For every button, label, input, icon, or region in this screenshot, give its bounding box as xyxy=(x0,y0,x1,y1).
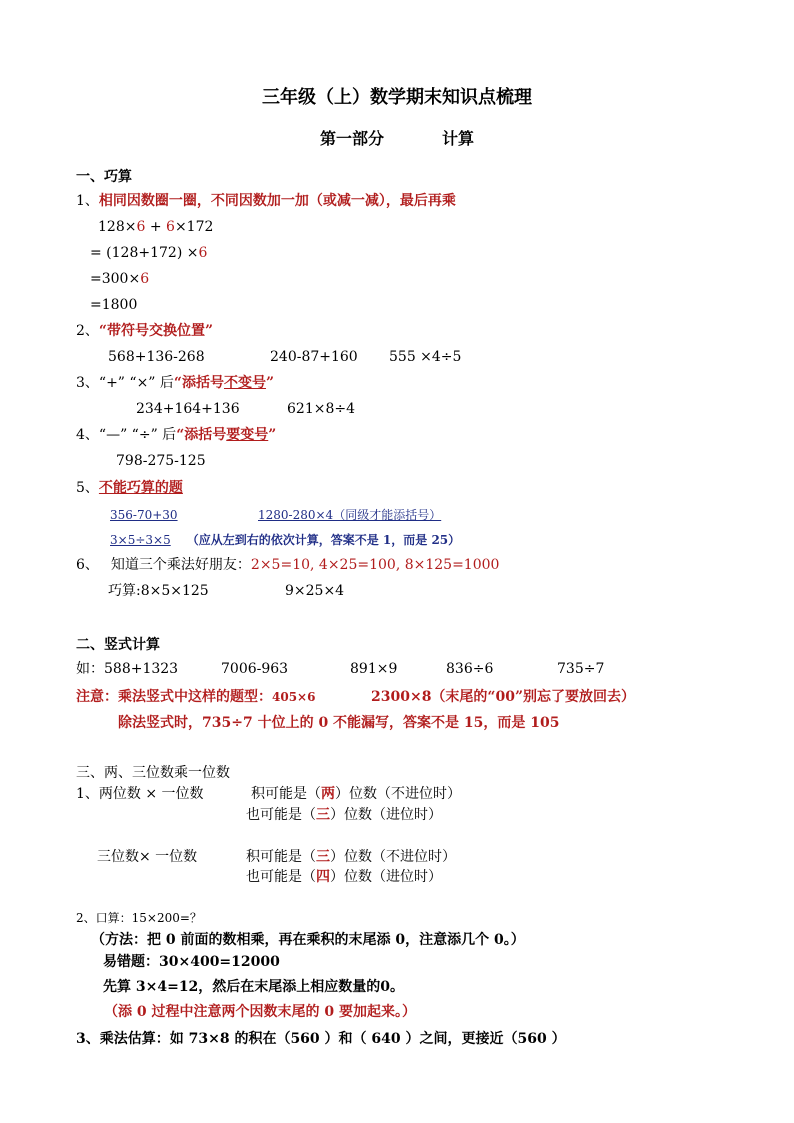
rule-part: ）位数（进位时） xyxy=(330,807,442,823)
example-line: =1800 xyxy=(90,297,138,313)
rule-part: 也可能是（ xyxy=(246,869,316,885)
rule-answer: 三 xyxy=(316,807,330,823)
expr-part: 128× xyxy=(98,219,137,235)
exercise: 234+164+136 xyxy=(136,401,240,417)
rule-answer: 两 xyxy=(321,786,335,802)
exercise: 巧算:8×5×125 xyxy=(108,583,209,599)
item-5-text: 不能巧算的题 xyxy=(98,480,183,496)
expr-highlight: 6 xyxy=(166,219,175,235)
exercise: 240-87+160 xyxy=(270,349,358,365)
example-line xyxy=(98,218,213,236)
item-2-number: 2、 xyxy=(76,323,99,339)
rule-label: 1、两位数 × 一位数 xyxy=(76,786,204,802)
note-text: 注意：乘法竖式中这样的题型： xyxy=(76,689,272,705)
exercise: 621×8÷4 xyxy=(287,401,355,417)
item-4-end: ” xyxy=(268,427,277,443)
part-name: 第一部分 xyxy=(319,129,384,148)
expr-highlight: 6 xyxy=(136,219,146,235)
exercise: 555 ×4÷5 xyxy=(389,349,462,365)
item-5-number: 5、 xyxy=(76,480,99,496)
item-6-number: 6、 xyxy=(76,557,99,573)
example-line xyxy=(90,244,207,262)
rule-answer: 四 xyxy=(316,869,330,885)
page-title: 三年级（上）数学期末知识点梳理 xyxy=(262,87,532,108)
oral-calc xyxy=(76,909,202,927)
item-2-text: “带符号交换位置” xyxy=(98,323,214,339)
item-4 xyxy=(76,426,276,444)
item-3-end: ” xyxy=(265,375,275,391)
exercise: 356-70+30 xyxy=(110,508,178,522)
rule-answer: 三 xyxy=(316,849,330,865)
note-text: ，而是 xyxy=(391,533,432,547)
mistake-example: 易错题：30×400=12000 xyxy=(103,954,280,970)
item-5 xyxy=(76,479,183,497)
part-topic: 计算 xyxy=(442,129,475,148)
item-1-number: 1、 xyxy=(76,193,99,209)
note-1-b: 2300×8（末尾的“00”别忘了要放回去） xyxy=(371,689,636,705)
oral-expr: 15×200=？ xyxy=(131,911,202,925)
rule-part: ）位数（不进位时） xyxy=(330,849,456,865)
rule-part: 也可能是（ xyxy=(246,807,316,823)
item-4-ops: “—” “÷” 后 xyxy=(98,427,177,443)
expr-highlight: 6 xyxy=(140,271,150,287)
rule-part: ）位数（进位时） xyxy=(330,869,442,885)
rule-text xyxy=(251,785,461,803)
item-6-text: 知道三个乘法好朋友： xyxy=(110,557,251,573)
exercise: 9×25×4 xyxy=(285,583,345,599)
expr-part: = (128+172) × xyxy=(90,245,199,261)
exercise: 891×9 xyxy=(350,661,398,677)
hint: （添 0 过程中注意两个因数末尾的 0 要加起来。） xyxy=(104,1004,416,1020)
example-line xyxy=(90,270,149,288)
section-3-heading: 三、两、三位数乘一位数 xyxy=(76,765,230,781)
item-2 xyxy=(76,322,213,340)
rule-label: 三位数× 一位数 xyxy=(97,849,198,865)
section-1-heading: 一、巧算 xyxy=(76,169,132,185)
exercise-expr: 3×5÷3×5 xyxy=(110,533,171,547)
exercise: 1280-280×4（同级才能添括号） xyxy=(258,508,442,522)
item-4-text: “添括号 xyxy=(176,427,227,443)
exercise-note xyxy=(110,531,460,549)
rule-text xyxy=(246,806,442,824)
estimation: 3、乘法估算：如 73×8 的积在（560 ）和（ 640 ）之间，更接近（560 ） xyxy=(76,1031,566,1047)
rule-part: ）位数（不进位时） xyxy=(335,786,461,802)
method-note: （方法：把 0 前面的数相乘，再在乘积的末尾添 0，注意添几个 0。） xyxy=(91,932,525,948)
rule-text xyxy=(246,848,456,866)
first-step: 先算 3×4=12，然后在末尾添上相应数量的0。 xyxy=(103,979,405,995)
note-text: （应从左到右的依次计算，答案不是 xyxy=(186,533,383,547)
item-4-number: 4、 xyxy=(76,427,99,443)
item-6-facts: 2×5=10, 4×25=100, 8×125=1000 xyxy=(250,557,500,573)
rule-part: 积可能是（ xyxy=(246,849,316,865)
item-3 xyxy=(76,374,274,392)
item-3-number: 3、 xyxy=(76,375,99,391)
expr-highlight: 6 xyxy=(198,245,208,261)
part-heading xyxy=(0,129,794,149)
note-number: 1 xyxy=(382,533,392,547)
exercise: 735÷7 xyxy=(557,661,605,677)
item-3-text: “添括号 xyxy=(173,375,224,391)
note-2: 除法竖式时，735÷7 十位上的 0 不能漏写，答案不是 15，而是 105 xyxy=(118,715,560,731)
note-text: ） xyxy=(448,533,461,547)
exercise: 7006-963 xyxy=(221,661,289,677)
item-1 xyxy=(76,192,456,210)
item-6 xyxy=(76,556,499,574)
exercise: 如：588+1323 xyxy=(76,661,179,677)
oral-label: 2、口算： xyxy=(76,911,132,925)
item-3-underline: 不变号 xyxy=(223,375,266,391)
section-2-heading: 二、竖式计算 xyxy=(76,637,160,653)
rule-text xyxy=(246,868,442,886)
note-number: 25 xyxy=(431,533,449,547)
exercise: 568+136-268 xyxy=(108,349,205,365)
expr-part: ×172 xyxy=(174,219,214,235)
note-1 xyxy=(76,688,315,706)
exercise: 798-275-125 xyxy=(116,453,206,469)
item-4-underline: 要变号 xyxy=(226,427,269,443)
item-1-text: 相同因数圈一圈，不同因数加一加（或减一减），最后再乘 xyxy=(98,193,456,209)
note-expr: 405×6 xyxy=(272,690,316,704)
exercise: 836÷6 xyxy=(446,661,494,677)
expr-part: =300× xyxy=(90,271,141,287)
expr-part: + xyxy=(145,219,167,235)
rule-part: 积可能是（ xyxy=(251,786,321,802)
item-3-ops: “+” “×” 后 xyxy=(98,375,174,391)
